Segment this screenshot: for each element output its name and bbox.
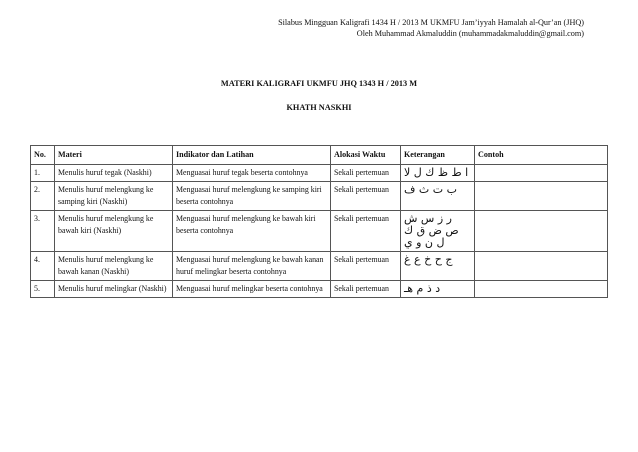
- header-line-2: Oleh Muhammad Akmaluddin (muhammadakmaluddin@gmail.com): [356, 29, 584, 38]
- cell-keterangan: د ذ م هـ: [401, 281, 475, 298]
- header-line-1: Silabus Mingguan Kaligrafi 1434 H / 2013 M UKMFU Jam’iyyah Hamalah al-Qur’an (JHQ): [278, 18, 584, 27]
- table-row: [31, 165, 608, 182]
- table-row: [31, 182, 608, 211]
- cell-keterangan: ج ح خ ع غ: [401, 252, 475, 281]
- cell-no: 1.: [31, 165, 55, 182]
- cell-indikator: Menguasai huruf tegak beserta contohnya: [173, 165, 331, 182]
- table-row: [31, 281, 608, 298]
- cell-waktu: Sekali pertemuan: [331, 165, 401, 182]
- cell-keterangan: ب ت ث ف: [401, 182, 475, 211]
- cell-keterangan: ا ط ظ ك ل لا: [401, 165, 475, 182]
- cell-contoh: [475, 252, 608, 281]
- cell-waktu: Sekali pertemuan: [331, 211, 401, 252]
- col-header-indikator: Indikator dan Latihan: [173, 146, 331, 165]
- document-subtitle: KHATH NASKHI: [286, 103, 352, 112]
- cell-materi: Menulis huruf melengkung ke bawah kanan (Naskhi): [55, 252, 173, 281]
- cell-indikator: Menguasai huruf melingkar beserta contohnya: [173, 281, 331, 298]
- cell-contoh: [475, 182, 608, 211]
- col-header-keterangan: Keterangan: [401, 146, 475, 165]
- cell-waktu: Sekali pertemuan: [331, 182, 401, 211]
- cell-waktu: Sekali pertemuan: [331, 281, 401, 298]
- col-header-materi: Materi: [55, 146, 173, 165]
- cell-indikator: Menguasai huruf melengkung ke bawah kanan huruf melingkar beserta contohnya: [173, 252, 331, 281]
- cell-contoh: [475, 165, 608, 182]
- syllabus-table: [30, 145, 608, 298]
- cell-materi: Menulis huruf melengkung ke bawah kiri (Naskhi): [55, 211, 173, 252]
- cell-materi: Menulis huruf melingkar (Naskhi): [55, 281, 173, 298]
- col-header-no: No.: [31, 146, 55, 165]
- cell-materi: Menulis huruf melengkung ke samping kiri (Naskhi): [55, 182, 173, 211]
- cell-no: 4.: [31, 252, 55, 281]
- cell-materi: Menulis huruf tegak (Naskhi): [55, 165, 173, 182]
- document-title: MATERI KALIGRAFI UKMFU JHQ 1343 H / 2013 M: [220, 79, 418, 88]
- cell-no: 2.: [31, 182, 55, 211]
- cell-no: 5.: [31, 281, 55, 298]
- cell-contoh: [475, 211, 608, 252]
- table-header-row: [31, 146, 608, 165]
- cell-no: 3.: [31, 211, 55, 252]
- cell-waktu: Sekali pertemuan: [331, 252, 401, 281]
- cell-keterangan: ر ز س ش ص ض ق ك ل ن و ي: [401, 211, 475, 252]
- col-header-alokasi-waktu: Alokasi Waktu: [331, 146, 401, 165]
- cell-contoh: [475, 281, 608, 298]
- cell-indikator: Menguasai huruf melengkung ke samping kiri beserta contohnya: [173, 182, 331, 211]
- page-header: [164, 17, 584, 39]
- col-header-contoh: Contoh: [475, 146, 608, 165]
- table-row: [31, 252, 608, 281]
- cell-indikator: Menguasai huruf melengkung ke bawah kiri beserta contohnya: [173, 211, 331, 252]
- table-row: [31, 211, 608, 252]
